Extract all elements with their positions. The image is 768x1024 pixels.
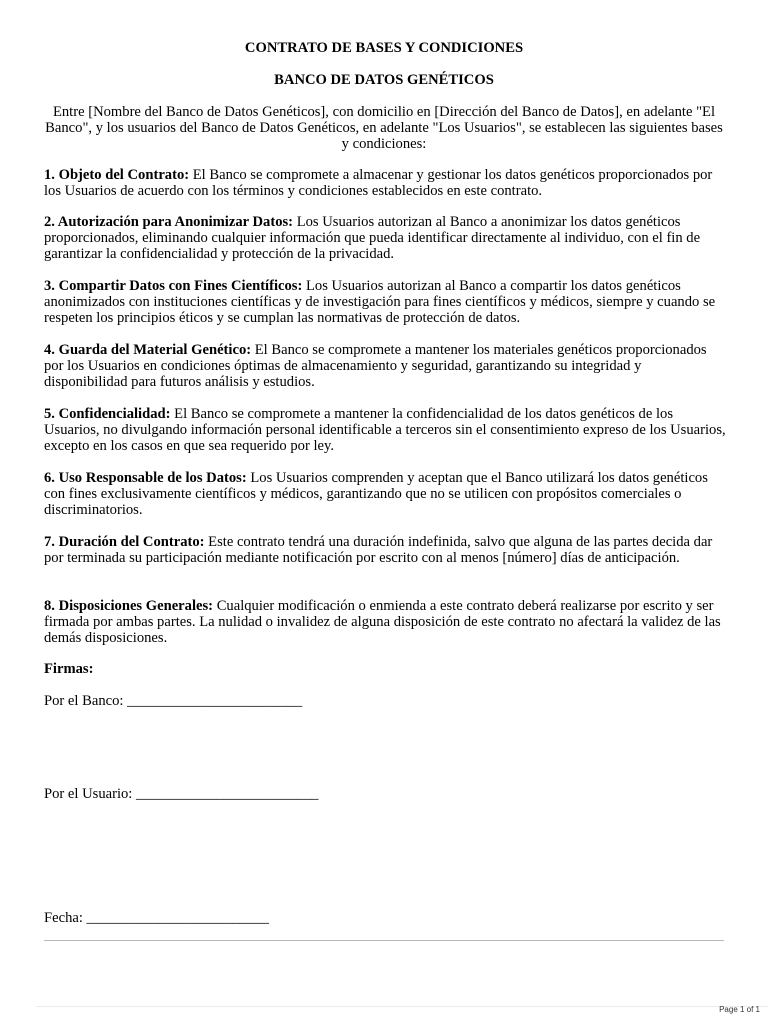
footer-divider: [36, 1006, 768, 1007]
clause-text: Este contrato tendrá una duración indefinida, salvo que alguna de las partes decida dar por terminada su participación mediante notificación por escrito con al menos [número] días de anticipación.: [44, 534, 713, 567]
document-subtitle: BANCO DE DATOS GENÉTICOS: [274, 72, 494, 88]
clause-2: [44, 214, 728, 263]
clause-text: El Banco se compromete a almacenar y gestionar los datos genéticos proporcionados por los Usuarios de acuerdo con los términos y condiciones establecidos en este contrato.: [44, 167, 713, 200]
clause-text: Los Usuarios autorizan al Banco a compartir los datos genéticos anonimizados con instituciones científicas y de investigación para fines científicos y médicos, siempre y cuando se respeten los principios éticos y se cumplan las normativas de protección de datos.: [44, 278, 716, 327]
clause-heading: 2. Autorización para Anonimizar Datos:: [44, 214, 294, 230]
date-line: Fecha: _________________________: [44, 910, 269, 926]
clause-heading: 7. Duración del Contrato:: [44, 534, 205, 550]
clause-text: El Banco se compromete a mantener la confidencialidad de los datos genéticos de los Usuarios, no divulgando información personal identificable a terceros sin el consentimiento expreso de los Usuarios, excepto en los casos en que sea requerido por ley.: [44, 406, 726, 455]
clause-1: [44, 167, 728, 199]
signatures-title: Firmas:: [44, 661, 94, 677]
document-title: CONTRATO DE BASES Y CONDICIONES: [244, 40, 524, 56]
bank-signature-line: Por el Banco: ________________________: [44, 693, 303, 709]
clause-3: [44, 278, 728, 327]
clause-heading: 5. Confidencialidad:: [44, 406, 171, 422]
divider: [44, 940, 724, 941]
intro-paragraph: Entre [Nombre del Banco de Datos Genéticos], con domicilio en [Dirección del Banco de Datos], en adelante "El Banco", y los usuarios del Banco de Datos Genéticos, en adelante "Los Usuarios", se establecen las siguientes bases y condiciones:: [45, 104, 723, 153]
clause-heading: 3. Compartir Datos con Fines Científicos:: [44, 278, 303, 294]
clause-text: El Banco se compromete a mantener los materiales genéticos proporcionados por los Usuarios en condiciones óptimas de almacenamiento y seguridad, garantizando su integridad y disponibilidad para futuros análisis y estudios.: [44, 342, 707, 391]
clause-6: [44, 470, 728, 519]
clause-7: [44, 534, 728, 566]
clause-heading: 4. Guarda del Material Genético:: [44, 342, 252, 358]
page-number: Page 1 of 1: [719, 1005, 760, 1014]
clause-4: [44, 342, 728, 391]
clause-text: Los Usuarios comprenden y aceptan que el Banco utilizará los datos genéticos con fines exclusivamente científicos y médicos, garantizando que no se utilicen con propósitos comerciales o discriminatorios.: [44, 470, 708, 519]
clause-5: [44, 406, 728, 455]
clause-heading: 8. Disposiciones Generales:: [44, 598, 214, 614]
clause-text: Los Usuarios autorizan al Banco a anonimizar los datos genéticos proporcionados, eliminando cualquier información que pueda identificar directamente al individuo, con el fin de garantizar la confidencialidad y protección de la privacidad.: [44, 214, 701, 263]
clause-heading: 1. Objeto del Contrato:: [44, 167, 190, 183]
clause-text: Cualquier modificación o enmienda a este contrato deberá realizarse por escrito y ser firmada por ambas partes. La nulidad o invalidez de alguna disposición de este contrato no afectará la validez de las demás disposiciones.: [44, 598, 721, 647]
clause-heading: 6. Uso Responsable de los Datos:: [44, 470, 247, 486]
clause-8: [44, 598, 728, 647]
user-signature-line: Por el Usuario: _________________________: [44, 786, 319, 802]
